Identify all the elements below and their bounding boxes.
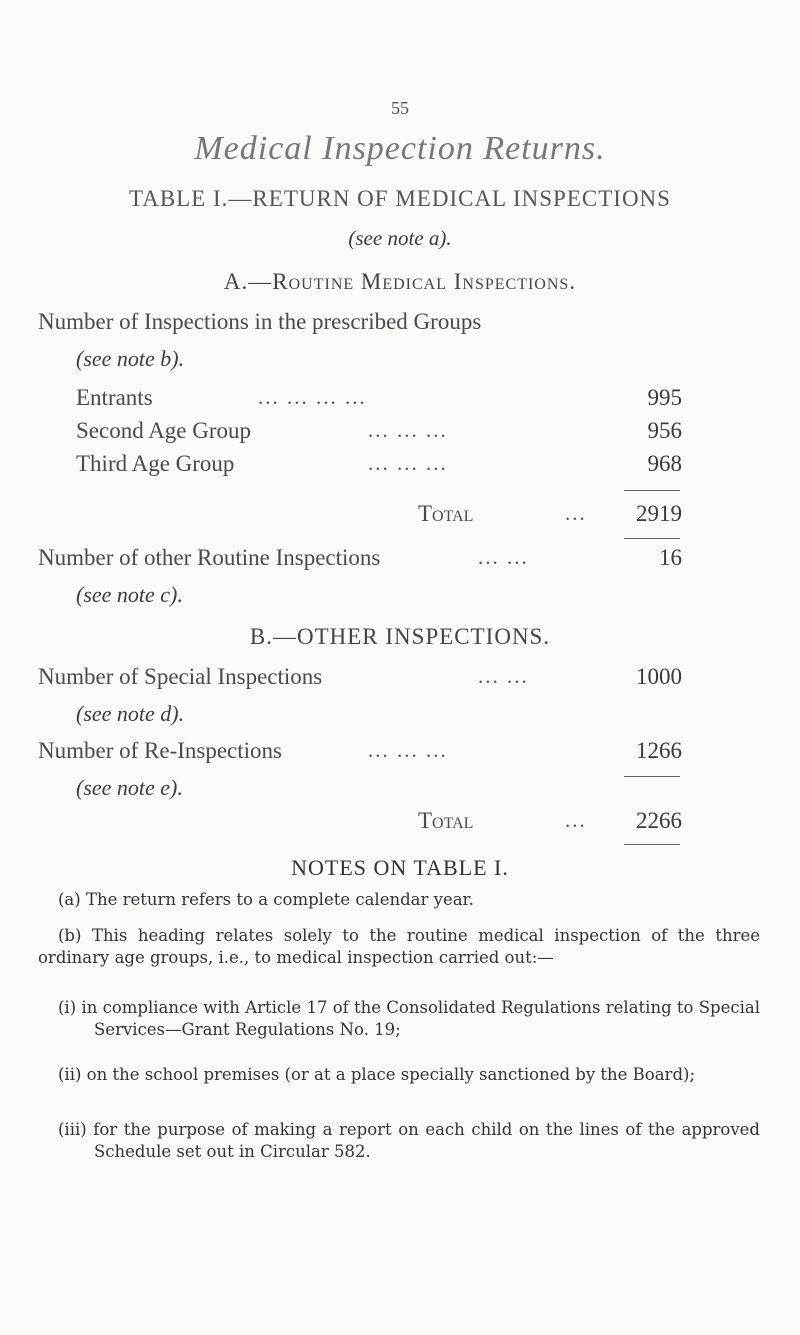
note-b-ii: (ii) on the school premises (or at a place specially sanctioned by the Board);	[58, 1065, 695, 1084]
subtotal-rule	[624, 490, 680, 491]
row-value: 1000	[636, 664, 682, 689]
row-label: Number of other Routine Inspections	[38, 545, 381, 570]
row-label: Number of Special Inspections	[38, 664, 323, 689]
note-a: (a) The return refers to a complete calendar year.	[58, 890, 474, 909]
row-leader-dots: ... ... ...	[368, 451, 448, 475]
row-label: Number of Re-Inspections	[38, 738, 282, 763]
row-value: 1266	[636, 738, 682, 763]
row-leader-dots: ... ... ...	[368, 418, 448, 442]
subtotal-rule	[624, 776, 680, 777]
row-note: (see note c).	[76, 582, 183, 607]
note-b-i: (i) in compliance with Article 17 of the Consolidated Regulations relating to Special Services—Grant Regulations No. 19;	[58, 998, 760, 1039]
groups-heading: Number of Inspections in the prescribed Groups	[38, 309, 482, 334]
row-leader-dots: ... ...	[478, 664, 529, 688]
row-leader-dots: ... ... ... ...	[258, 385, 367, 409]
row-value: 995	[647, 385, 682, 410]
total-rule	[624, 844, 680, 845]
note-b: (b) This heading relates solely to the routine medical inspection of the three ordinary age groups, i.e., to medical inspection carried out:—	[38, 926, 760, 967]
row-value: 956	[647, 418, 682, 443]
row-value: 968	[647, 451, 682, 476]
page-number: 55	[391, 98, 409, 118]
section-a-heading: A.—Routine Medical Inspections.	[223, 269, 577, 294]
row-leader-dots: ... ... ...	[368, 738, 448, 762]
groups-see-note-b: (see note b).	[76, 346, 185, 371]
row-leader-dots: ... ...	[478, 545, 529, 569]
total-value: 2919	[636, 501, 682, 526]
section-b-heading: B.—OTHER INSPECTIONS.	[249, 624, 551, 649]
notes-heading: NOTES ON TABLE I.	[291, 855, 509, 880]
total-rule	[624, 538, 680, 539]
total-value: 2266	[636, 808, 682, 833]
total-label: Total	[418, 501, 474, 526]
row-value: 16	[659, 545, 682, 570]
row-label: Second Age Group	[76, 418, 252, 443]
see-note-a: (see note a).	[348, 226, 452, 250]
total-label: Total	[418, 808, 474, 833]
table-title: TABLE I.—RETURN OF MEDICAL INSPECTIONS	[129, 186, 671, 211]
note-b-iii: (iii) for the purpose of making a report on each child on the lines of the approved Schedule set out in Circular 582.	[58, 1120, 760, 1161]
row-note: (see note e).	[76, 775, 183, 800]
script-heading: Medical Inspection Returns.	[194, 130, 606, 167]
row-label: Third Age Group	[76, 451, 235, 476]
total-leader-dots: ...	[565, 501, 587, 525]
total-leader-dots: ...	[565, 808, 587, 832]
row-label: Entrants	[76, 385, 153, 410]
row-note: (see note d).	[76, 701, 185, 726]
